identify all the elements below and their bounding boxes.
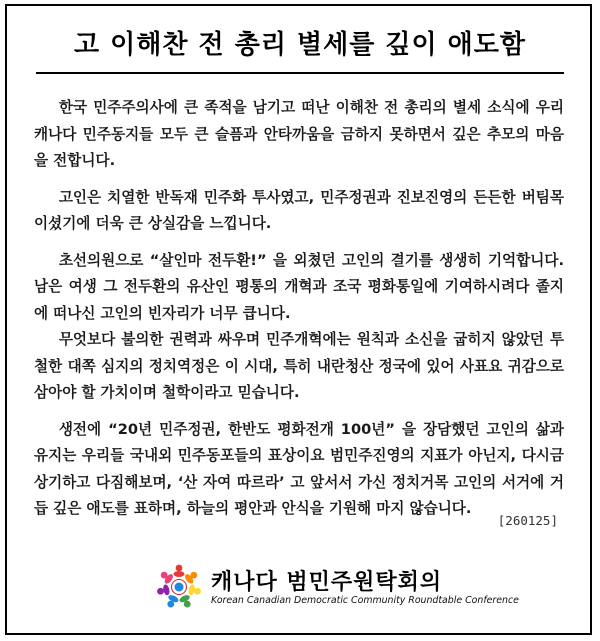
title-block [0,30,600,60]
title-underline [36,72,564,74]
paragraph-4: 무엇보다 불의한 권력과 싸우며 민주개혁에는 원칙과 소신을 굽히지 않았던 투철한 대쪽 심지의 정치역정은 이 시대, 특히 내란청산 정국에 있어 사표요 귀감으로 삼아야 할 가치이며 철학이라고 믿습니다. [34,331,564,401]
paragraph-2: 고인은 치열한 반독재 민주화 투사였고, 민주정권과 진보진영의 든든한 버팀목이셨기에 더욱 큰 상실감을 느낍니다. [34,188,564,232]
paragraph-1: 한국 민주주의사에 큰 족적을 남기고 떠난 이해찬 전 총리의 별세 소식에 우리 캐나다 민주동지들 모두 큰 슬픔과 안타까움을 금하지 못하면서 깊은 추모의 마음을 전합니다. [34,99,564,169]
paragraph-5: 생전에 “20년 민주정권, 한반도 평화전개 100년” 을 장담했던 고인의 삶과 유지는 우리들 국내외 민주동포들의 표상이요 범민주진영의 지표가 아닌지, 다시금 상기하고 다짐해보며, ‘산 자여 따르라’ 고 앞서서 가신 정치거목 고인의 서거에 거듭 깊은 애도를 표하며, 하늘의 평안과 안식을 기원해 마지 않습니다. [34,420,564,517]
paragraph-3: 초선의원으로 “살인마 전두환!” 을 외쳤던 고인의 결기를 생생히 기억합니다. 남은 여생 그 전두환의 유산인 평통의 개혁과 조국 평화통일에 기여하시려다 졸지에 떠나신 고인의 빈자리가 너무 큽니다. [34,251,564,322]
organization-name-korean: 캐나다 범민주원탁회의 [211,570,443,595]
logo-figure-body [174,571,185,577]
roundtable-people-logo-icon [155,563,203,611]
logo-figure-head [157,588,164,595]
organization-name-english: Korean Canadian Democratic Community Roundtable Conference [211,595,519,606]
logo-figure-body [162,584,170,596]
organization-signature [155,563,519,613]
date-code: [260125] [497,513,558,528]
logo-figure-head [194,588,201,595]
logo-figure-head [176,565,183,572]
document-title: 고 이해찬 전 총리 별세를 깊이 애도함 [73,30,527,60]
logo-figure-body [188,584,196,596]
statement-body [34,95,564,523]
